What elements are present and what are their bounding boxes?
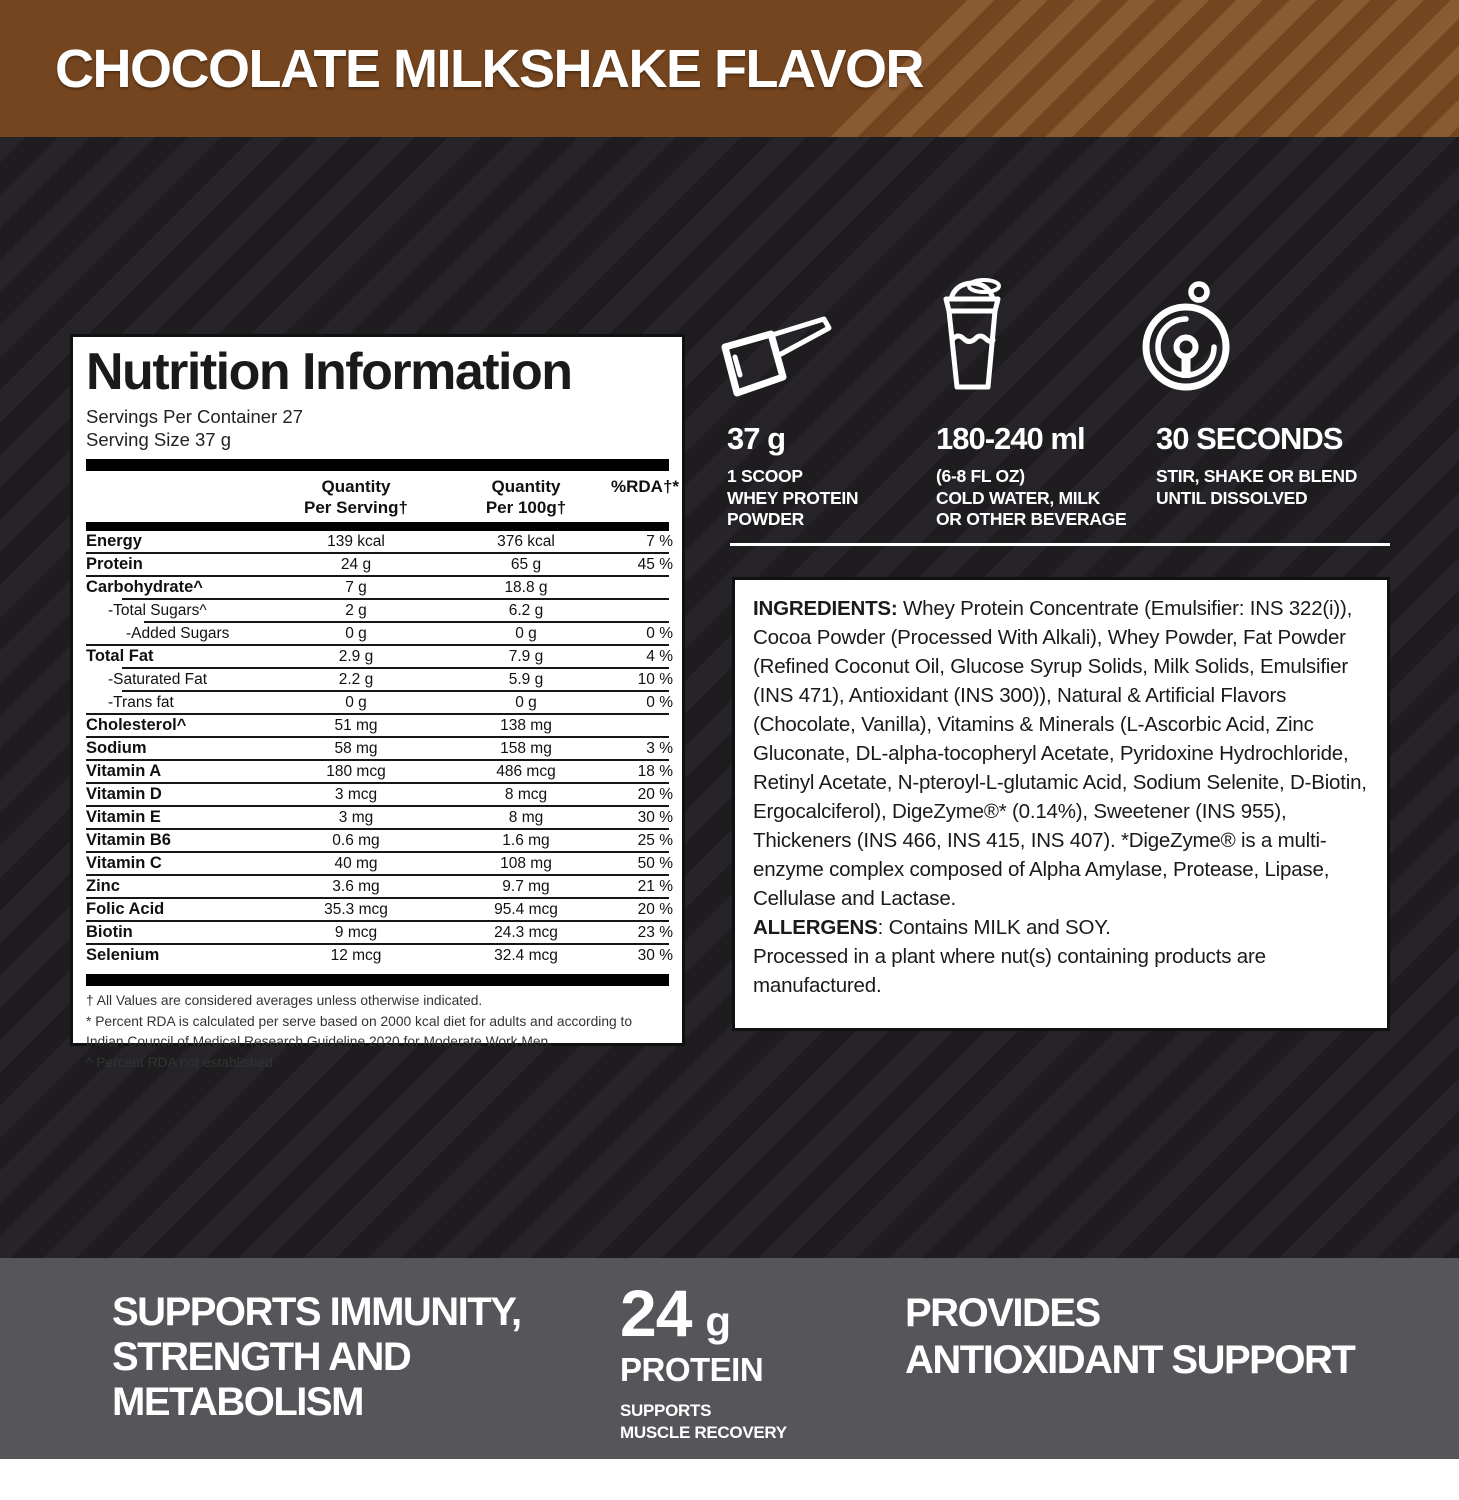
nutrition-rows bbox=[86, 531, 673, 966]
value-per-100g: 0 g bbox=[515, 624, 537, 642]
value-per-serving: 12 mcg bbox=[330, 946, 382, 964]
value-per-serving: 180 mcg bbox=[326, 762, 386, 780]
value-per-serving: 7 g bbox=[345, 578, 367, 596]
serving-size: Serving Size 37 g bbox=[86, 429, 232, 450]
value-per-100g: 6.2 g bbox=[508, 601, 544, 619]
nutrition-row bbox=[86, 830, 673, 851]
value-per-serving: 2.9 g bbox=[338, 647, 374, 665]
nutrition-row bbox=[86, 531, 673, 552]
value-rda: 0 % bbox=[646, 693, 673, 711]
direction-liquid bbox=[936, 421, 1126, 531]
value-rda: 23 % bbox=[637, 923, 673, 941]
value-per-serving: 3.6 mg bbox=[332, 877, 380, 895]
value-rda: 20 % bbox=[637, 785, 673, 803]
footer-white-strip bbox=[0, 1459, 1459, 1500]
flavor-title: CHOCOLATE MILKSHAKE FLAVOR bbox=[55, 38, 923, 99]
scoop-amount: 37 g bbox=[727, 421, 786, 456]
ingredients-box bbox=[732, 577, 1390, 1031]
liquid-amount: 180-240 ml bbox=[936, 421, 1085, 456]
footnote: ^ Percent RDA not established bbox=[86, 1054, 273, 1070]
nutrition-panel bbox=[70, 334, 685, 1070]
protein-value: 24 bbox=[620, 1276, 692, 1350]
value-rda: 4 % bbox=[646, 647, 673, 665]
nutrient-name: Carbohydrate^ bbox=[86, 578, 203, 596]
nutrition-row bbox=[86, 600, 669, 621]
nutrition-row bbox=[86, 876, 673, 897]
table-header bbox=[86, 471, 680, 522]
nutrient-name: Folic Acid bbox=[86, 900, 165, 918]
value-rda: 50 % bbox=[637, 854, 673, 872]
nutrient-name: Energy bbox=[86, 532, 142, 550]
nutrient-name: Vitamin C bbox=[86, 854, 162, 872]
nutrition-row bbox=[86, 853, 673, 874]
protein-label: PROTEIN bbox=[620, 1351, 764, 1388]
value-per-serving: 139 kcal bbox=[327, 532, 385, 550]
claims-band bbox=[0, 1258, 1459, 1459]
directions-divider bbox=[730, 543, 1390, 546]
nutrition-row bbox=[86, 761, 673, 782]
value-per-serving: 58 mg bbox=[334, 739, 378, 757]
nutrition-row bbox=[86, 945, 673, 966]
value-per-100g: 108 mg bbox=[500, 854, 552, 872]
nutrition-row bbox=[86, 554, 673, 575]
value-per-serving: 51 mg bbox=[334, 716, 378, 734]
header-per-serving: Quantity Per Serving† bbox=[304, 477, 408, 517]
table-bar-top bbox=[86, 459, 669, 471]
nutrient-name: Biotin bbox=[86, 923, 133, 941]
claim-immunity: SUPPORTS IMMUNITY, STRENGTH AND METABOLISM bbox=[112, 1290, 521, 1424]
nutrition-row bbox=[86, 646, 673, 667]
nutrient-name: Vitamin B6 bbox=[86, 831, 171, 849]
nutrition-title: Nutrition Information bbox=[86, 343, 572, 401]
processing-note: Processed in a plant where nut(s) containing products are manufactured. bbox=[753, 945, 1266, 997]
nutrition-row bbox=[86, 669, 673, 690]
value-per-100g: 138 mg bbox=[500, 716, 552, 734]
nutrient-name: -Trans fat bbox=[108, 693, 174, 711]
value-rda: 7 % bbox=[646, 532, 673, 550]
nutrition-row bbox=[86, 692, 673, 713]
value-per-100g: 376 kcal bbox=[497, 532, 555, 550]
nutrient-name: Zinc bbox=[86, 877, 120, 895]
table-bar-bottom bbox=[86, 974, 669, 986]
nutrition-row bbox=[86, 715, 669, 736]
value-rda: 20 % bbox=[637, 900, 673, 918]
nutrition-row bbox=[86, 922, 673, 943]
value-per-serving: 0 g bbox=[345, 693, 367, 711]
nutrient-name: -Saturated Fat bbox=[108, 670, 208, 688]
nutrient-name: Selenium bbox=[86, 946, 160, 964]
value-per-100g: 486 mcg bbox=[496, 762, 556, 780]
scoop-icon bbox=[713, 316, 838, 416]
scoop-caption: 1 SCOOP WHEY PROTEIN POWDER bbox=[727, 466, 859, 529]
value-per-100g: 24.3 mcg bbox=[494, 923, 558, 941]
value-per-serving: 2.2 g bbox=[338, 670, 374, 688]
ingredients-text: Whey Protein Concentrate (Emulsifier: INS 322(i)), Cocoa Powder (Processed With Alkali), Whey Powder, Fat Powder (Refined Coconut Oil, Glucose Syrup Solids, Milk Solids, Emulsifier (INS 471), Antioxidant (INS 300)), Natural & Artificial Flavors (Chocolate, Vanilla), Vitamins & Minerals (L-Ascorbic Acid, Zinc Gluconate, DL-alpha-tocopheryl Acetate, Pyridoxine Hydrochloride, Retinyl Acetate, N-pteroyl-L-glutamic Acid, Sodium Selenite, D-Biotin, Ergocalciferol), DigeZyme®* (0.14%), Sweetener (INS 955), Thickeners (INS 466, INS 415, INS 407). *DigeZyme® is a multi-enzyme complex composed of Alpha Amylase, Protease, Lipase, Cellulase and Lactase. bbox=[753, 597, 1367, 910]
footnote: * Percent RDA is calculated per serve based on 2000 kcal diet for adults and according to Indian Council of Medical Research Guideline 2020 for Moderate Work Men. bbox=[86, 1013, 633, 1049]
nutrient-name: -Total Sugars^ bbox=[108, 601, 207, 619]
flavor-banner bbox=[0, 0, 1459, 137]
value-rda: 18 % bbox=[637, 762, 673, 780]
value-per-100g: 95.4 mcg bbox=[494, 900, 558, 918]
value-rda: 25 % bbox=[637, 831, 673, 849]
value-per-serving: 40 mg bbox=[334, 854, 378, 872]
value-per-100g: 8 mcg bbox=[504, 785, 548, 803]
liquid-caption: (6-8 FL OZ) COLD WATER, MILK OR OTHER BEVERAGE bbox=[936, 466, 1127, 529]
value-rda: 0 % bbox=[646, 624, 673, 642]
nutrient-name: Vitamin D bbox=[86, 785, 162, 803]
servings-per-container: Servings Per Container 27 bbox=[86, 406, 303, 427]
nutrient-name: Vitamin A bbox=[86, 762, 162, 780]
nutrition-row bbox=[86, 577, 669, 598]
table-footnotes bbox=[86, 991, 669, 1073]
nutrition-row bbox=[86, 899, 673, 920]
ingredients-paragraph bbox=[753, 597, 1367, 910]
value-per-100g: 18.8 g bbox=[504, 578, 548, 596]
value-per-100g: 8 mg bbox=[508, 808, 544, 826]
ingredients-label: INGREDIENTS: bbox=[753, 597, 898, 620]
footnote: † All Values are considered averages unless otherwise indicated. bbox=[86, 993, 483, 1008]
nutrition-row bbox=[86, 738, 673, 759]
nutrient-name: Total Fat bbox=[86, 647, 154, 665]
value-per-100g: 9.7 mg bbox=[502, 877, 550, 895]
table-bar-mid bbox=[86, 522, 669, 531]
value-per-serving: 0 g bbox=[345, 624, 367, 642]
claim-antioxidant: PROVIDES ANTIOXIDANT SUPPORT bbox=[905, 1291, 1355, 1382]
nutrient-name: Protein bbox=[86, 555, 143, 573]
value-per-serving: 3 mcg bbox=[334, 785, 378, 803]
value-rda: 21 % bbox=[637, 877, 673, 895]
nutrition-row bbox=[86, 784, 673, 805]
nutrient-name: Sodium bbox=[86, 739, 147, 757]
value-per-100g: 5.9 g bbox=[508, 670, 544, 688]
value-per-100g: 7.9 g bbox=[508, 647, 544, 665]
value-per-serving: 3 mg bbox=[338, 808, 374, 826]
value-rda: 30 % bbox=[637, 946, 673, 964]
value-per-100g: 32.4 mcg bbox=[494, 946, 558, 964]
value-rda: 45 % bbox=[637, 555, 673, 573]
value-rda: 3 % bbox=[646, 739, 673, 757]
value-per-serving: 0.6 mg bbox=[332, 831, 380, 849]
stopwatch-icon bbox=[1142, 280, 1234, 392]
value-per-serving: 9 mcg bbox=[334, 923, 378, 941]
value-rda: 10 % bbox=[637, 670, 673, 688]
nutrient-name: Vitamin E bbox=[86, 808, 161, 826]
nutrition-row bbox=[86, 807, 673, 828]
nutrient-name: Cholesterol^ bbox=[86, 716, 187, 734]
protein-unit: g bbox=[705, 1298, 732, 1345]
value-per-100g: 1.6 mg bbox=[502, 831, 550, 849]
allergens-label: ALLERGENS bbox=[753, 916, 878, 939]
protein-subclaim: SUPPORTS MUSCLE RECOVERY bbox=[620, 1401, 787, 1442]
time-caption: STIR, SHAKE OR BLEND UNTIL DISSOLVED bbox=[1156, 466, 1358, 508]
value-per-100g: 158 mg bbox=[500, 739, 552, 757]
allergens-text: : Contains MILK and SOY. bbox=[877, 916, 1111, 939]
nutrient-name: -Added Sugars bbox=[126, 624, 230, 642]
value-per-serving: 2 g bbox=[345, 601, 367, 619]
protein-claim bbox=[620, 1276, 787, 1443]
header-rda: %RDA†* bbox=[611, 477, 680, 496]
nutrition-row bbox=[86, 623, 673, 644]
shaker-bottle-icon bbox=[935, 278, 1007, 392]
value-per-serving: 24 g bbox=[340, 555, 372, 573]
value-per-100g: 65 g bbox=[510, 555, 542, 573]
direction-time bbox=[1156, 421, 1357, 509]
time-amount: 30 SECONDS bbox=[1156, 421, 1343, 456]
value-per-serving: 35.3 mcg bbox=[324, 900, 388, 918]
value-rda: 30 % bbox=[637, 808, 673, 826]
allergens-line bbox=[753, 913, 1369, 942]
value-per-100g: 0 g bbox=[515, 693, 537, 711]
direction-scoop bbox=[727, 421, 858, 531]
header-per-100g: Quantity Per 100g† bbox=[485, 477, 567, 517]
